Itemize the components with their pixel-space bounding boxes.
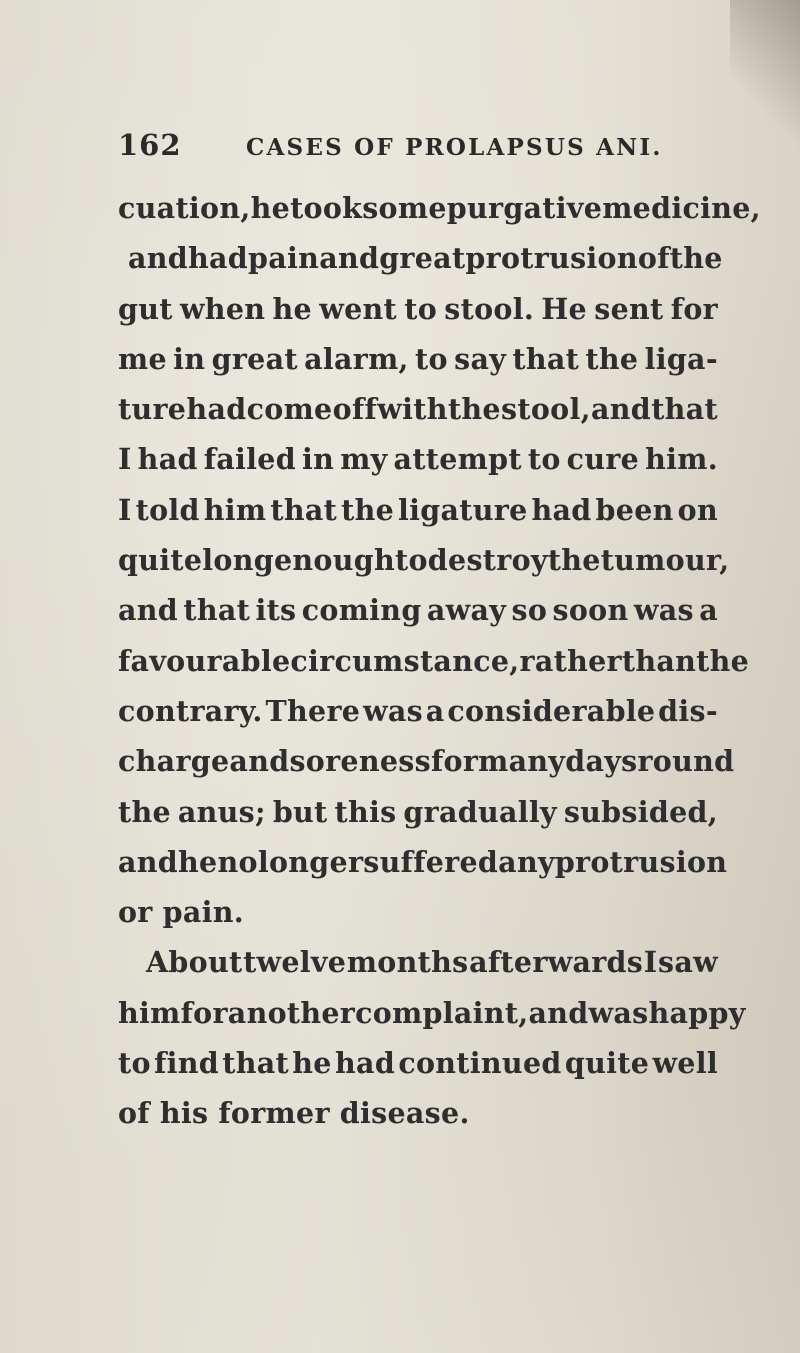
word: this (334, 794, 397, 829)
word: protrusion (465, 241, 638, 276)
word: that (512, 341, 580, 376)
word: and (118, 593, 179, 628)
word: well (652, 1046, 718, 1081)
word: had (531, 492, 592, 527)
word: and (118, 844, 179, 879)
word: many (478, 744, 566, 779)
word: than (621, 643, 697, 678)
word: disease. (339, 1096, 470, 1131)
word: considerable (447, 693, 656, 728)
word: quite (118, 543, 203, 578)
text-line (118, 485, 718, 535)
word: a (425, 693, 445, 728)
word: of (118, 1096, 150, 1131)
word: contrary. (118, 693, 263, 728)
word: longer (257, 844, 364, 879)
word: stool, (501, 392, 591, 427)
word: that (222, 1046, 289, 1081)
word: to (415, 341, 448, 376)
word: alarm, (304, 341, 409, 376)
word: or (118, 895, 153, 930)
word: afterwards (469, 945, 644, 980)
text-line (118, 937, 718, 987)
word: tumour, (600, 543, 730, 578)
word: a (699, 593, 718, 628)
text-line (118, 988, 746, 1038)
word: for (180, 995, 228, 1030)
text-line (118, 787, 718, 837)
word: the (696, 643, 750, 678)
word: on (677, 492, 718, 527)
word: gut (118, 291, 173, 326)
word: and (528, 995, 589, 1030)
word: him. (645, 442, 718, 477)
word: he (250, 191, 291, 225)
word: destroy (427, 543, 548, 578)
word: pain. (162, 895, 244, 930)
word: anus; (177, 794, 266, 829)
word: that (651, 392, 718, 427)
word: medicine, (602, 191, 761, 225)
word: great (211, 341, 298, 376)
text-line (118, 887, 718, 937)
text-line (118, 636, 750, 686)
word: pain (248, 241, 320, 276)
word: the (118, 794, 171, 829)
page-edge-shadow (730, 0, 800, 160)
word: to (118, 1046, 151, 1081)
word: to (395, 543, 428, 578)
word: the (447, 392, 501, 427)
word: another (227, 995, 356, 1030)
word: days (565, 744, 638, 779)
word: round (637, 744, 735, 779)
word: protrusion (554, 844, 728, 879)
word: I (118, 442, 132, 477)
text-line (118, 585, 718, 635)
word: and (319, 241, 380, 276)
word: He (541, 291, 587, 326)
word: that (183, 593, 251, 628)
word: was (633, 593, 694, 628)
word: long (202, 543, 274, 578)
word: coming (301, 593, 422, 628)
text-line (118, 434, 718, 484)
word: failed (203, 442, 296, 477)
text-line (118, 1088, 718, 1138)
word: and (591, 392, 652, 427)
word: off (332, 392, 378, 427)
word: in (173, 341, 206, 376)
word: attempt (393, 442, 522, 477)
word: he (292, 1046, 332, 1081)
word: former (218, 1096, 330, 1131)
text-line (118, 284, 718, 334)
word: saw (658, 945, 718, 980)
word: dis- (658, 693, 718, 728)
word: was (588, 995, 649, 1030)
word: went (319, 291, 398, 326)
word: I (643, 945, 658, 980)
word: favourable (118, 643, 291, 678)
text-line (118, 686, 718, 736)
word: charge (118, 744, 230, 779)
word: the (547, 543, 601, 578)
word: away (426, 593, 507, 628)
text-line (118, 233, 723, 283)
word: enough (273, 543, 396, 578)
running-head (118, 128, 718, 168)
word: with (377, 392, 448, 427)
word: some (362, 191, 447, 225)
word: and (229, 744, 290, 779)
word: cuation, (118, 191, 251, 225)
word: had (188, 241, 249, 276)
word: to (404, 291, 438, 326)
word: soreness (289, 744, 431, 779)
word: to (527, 442, 561, 477)
word: say (454, 341, 507, 376)
word: stool. (444, 291, 535, 326)
word: for (670, 291, 718, 326)
word: was (363, 693, 423, 728)
word: took (290, 191, 363, 225)
word: any (498, 844, 555, 879)
running-title: CASES OF PROLAPSUS ANI. (246, 134, 663, 161)
word: told (135, 492, 200, 527)
word: his (159, 1096, 209, 1131)
word: had (335, 1046, 396, 1081)
word: sent (594, 291, 664, 326)
word: quite (564, 1046, 650, 1081)
word: circumstance, (290, 643, 520, 678)
word: months (346, 945, 469, 980)
word: continued (398, 1046, 562, 1081)
word: complaint, (355, 995, 529, 1030)
word: ligature (398, 492, 528, 527)
word: of (637, 241, 670, 276)
word: the (585, 341, 639, 376)
word: soon (552, 593, 629, 628)
word: cure (566, 442, 640, 477)
word: There (265, 693, 361, 728)
word: gradually (403, 794, 557, 829)
page-number: 162 (118, 128, 182, 162)
word: the (341, 492, 395, 527)
word: happy (648, 995, 746, 1030)
text-line (118, 837, 728, 887)
word: he (178, 844, 218, 879)
text-line (118, 334, 718, 384)
text-line (118, 183, 761, 233)
word: great (379, 241, 466, 276)
word: rather (519, 643, 622, 678)
word: purgative (446, 191, 603, 225)
text-line (118, 736, 735, 786)
word: but (272, 794, 328, 829)
word: for (430, 744, 479, 779)
word: been (595, 492, 674, 527)
word: had (186, 392, 247, 427)
word: and (128, 241, 189, 276)
word: that (270, 492, 338, 527)
word: him (203, 492, 267, 527)
word: ture (118, 392, 187, 427)
word: subsided, (563, 794, 718, 829)
word: twelve (243, 945, 347, 980)
word: when (179, 291, 266, 326)
text-line (118, 535, 730, 585)
word: me (118, 341, 167, 376)
word: no (217, 844, 258, 879)
word: the (669, 241, 723, 276)
word: he (272, 291, 312, 326)
word: About (146, 945, 243, 980)
word: him (118, 995, 181, 1030)
word: so (511, 593, 548, 628)
word: in (302, 442, 335, 477)
word: suffered (363, 844, 499, 879)
word: my (340, 442, 388, 477)
text-line (118, 1038, 718, 1088)
body-text (118, 183, 761, 1139)
word: its (255, 593, 297, 628)
word: find (154, 1046, 219, 1081)
word: liga- (644, 341, 718, 376)
word: I (118, 492, 132, 527)
text-line (118, 384, 718, 434)
word: had (137, 442, 198, 477)
word: come (246, 392, 333, 427)
